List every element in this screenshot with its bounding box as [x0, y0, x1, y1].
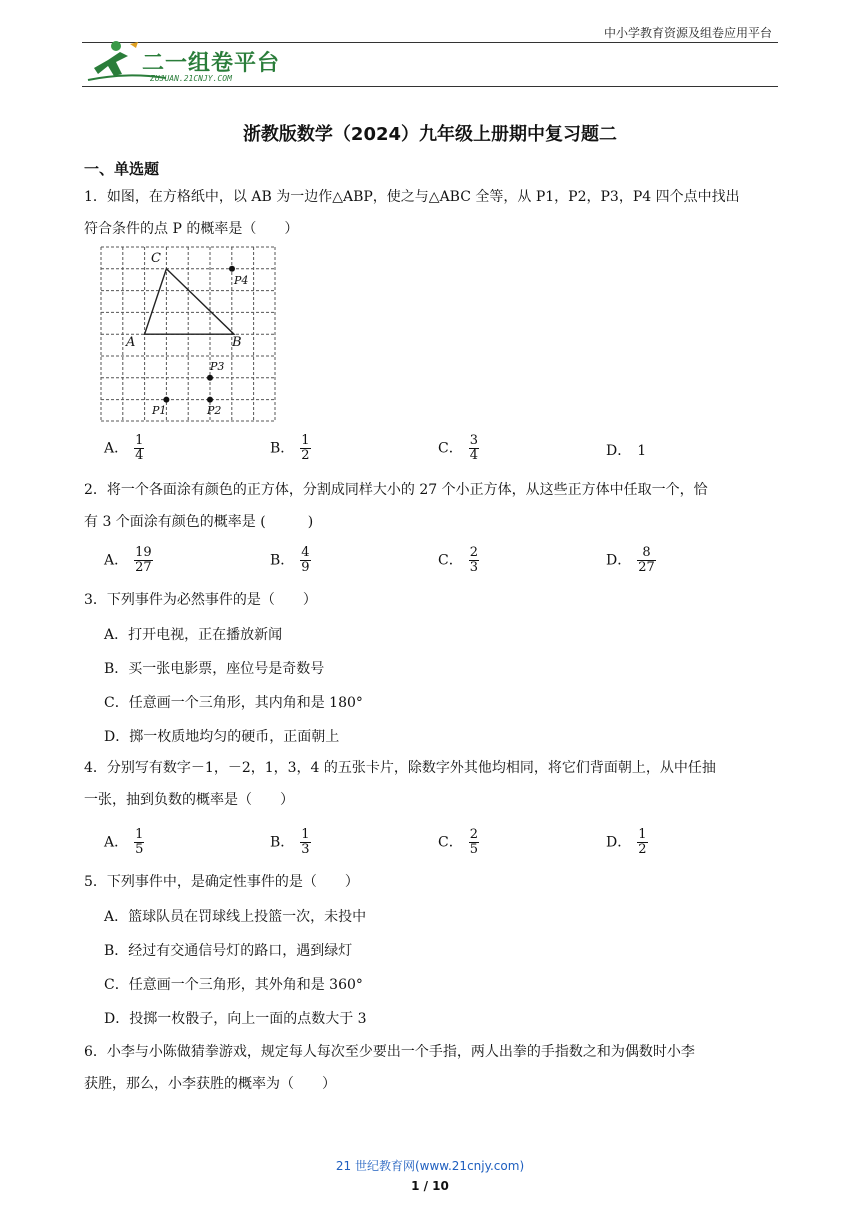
q2-option-c[interactable]: [438, 546, 479, 575]
fraction: [469, 546, 479, 575]
point-p2: [207, 397, 213, 403]
fraction: [300, 546, 310, 575]
question-4: [84, 752, 784, 816]
denominator: 27: [638, 560, 655, 575]
option-label: D．: [104, 1011, 130, 1027]
denominator: 2: [301, 448, 310, 463]
fraction: [469, 828, 479, 857]
fraction: [134, 434, 144, 463]
question-1-line-2: 符合条件的点 P 的概率是（ ）: [84, 221, 299, 237]
option-label: C．: [104, 695, 129, 711]
denominator: 3: [301, 842, 310, 857]
fraction: [637, 828, 647, 857]
fraction: [637, 546, 656, 575]
question-5: [84, 866, 784, 898]
document-title: 浙教版数学（2024）九年级上册期中复习题二: [242, 124, 618, 145]
question-text: 下列事件中，是确定性事件的是（ ）: [106, 874, 359, 890]
option-label: B．: [270, 834, 295, 851]
question-6-line-2: 获胜，那么，小李获胜的概率为（ ）: [84, 1076, 336, 1092]
q3-option-d[interactable]: [104, 720, 804, 754]
q4-option-a[interactable]: [104, 828, 144, 857]
question-number: 3．: [84, 592, 107, 608]
numerator: 2: [469, 827, 478, 842]
fraction: [134, 546, 153, 575]
denominator: 4: [469, 448, 478, 463]
question-6-line-1: [84, 1036, 784, 1068]
q1-option-c[interactable]: [438, 434, 479, 463]
footer-link[interactable]: 21 世纪教育网(www.21cnjy.com): [335, 1159, 525, 1173]
fraction: [134, 828, 144, 857]
q2-option-b[interactable]: [270, 546, 311, 575]
option-value: 打开电视，正在播放新闻: [128, 627, 283, 643]
question-2-line-2: 有 3 个面涂有颜色的概率是 ( ): [84, 514, 314, 530]
q4-option-c[interactable]: [438, 828, 479, 857]
platform-text: 中小学教育资源及组卷应用平台: [603, 26, 772, 40]
q1-option-a[interactable]: [104, 434, 144, 463]
denominator: 2: [638, 842, 647, 857]
logo-subtitle: ZUJUAN.21CNJY.COM: [150, 74, 232, 83]
fraction: [469, 434, 479, 463]
label-p2: P2: [207, 404, 222, 417]
denominator: 9: [301, 560, 310, 575]
q3-option-c[interactable]: [104, 686, 804, 720]
option-value: 任意画一个三角形，其内角和是 180°: [128, 695, 363, 711]
question-number: 5．: [84, 874, 107, 890]
label-p4: P4: [234, 274, 249, 287]
q2-option-a[interactable]: [104, 546, 153, 575]
option-label: B．: [104, 943, 129, 959]
label-p3: P3: [210, 360, 225, 373]
option-label: A．: [104, 552, 129, 569]
numerator: 19: [135, 545, 152, 560]
denominator: 5: [469, 842, 478, 857]
option-label: D．: [606, 443, 632, 459]
question-text: 下列事件为必然事件的是（ ）: [106, 592, 317, 608]
question-6: [84, 1036, 784, 1100]
question-number: 4．: [84, 760, 107, 776]
numerator: 1: [135, 433, 144, 448]
option-label: A．: [104, 909, 129, 925]
q5-option-c[interactable]: [104, 968, 804, 1002]
question-5-line-1: [84, 866, 784, 898]
denominator: 5: [135, 842, 144, 857]
option-label: D．: [606, 552, 632, 569]
q1-option-d[interactable]: [606, 440, 646, 460]
question-text: 小李与小陈做猜拳游戏，规定每人每次至少要出一个手指，两人出拳的手指数之和为偶数时小李: [106, 1044, 695, 1060]
page-number: 1 / 10: [411, 1179, 449, 1193]
question-number: 6．: [84, 1044, 107, 1060]
option-label: A．: [104, 627, 129, 643]
q4-option-d[interactable]: [606, 828, 648, 857]
point-p1: [163, 397, 169, 403]
point-p3: [207, 375, 213, 381]
q3-option-b[interactable]: [104, 652, 804, 686]
numerator: 1: [638, 827, 647, 842]
q3-option-a[interactable]: [104, 618, 804, 652]
q4-option-b[interactable]: [270, 828, 311, 857]
option-label: C．: [104, 977, 129, 993]
option-label: C．: [438, 552, 463, 569]
section-title: 一、单选题: [84, 160, 160, 178]
label-c: C: [151, 251, 161, 266]
label-p1: P1: [152, 404, 167, 417]
option-label: D．: [606, 834, 632, 851]
denominator: 3: [469, 560, 478, 575]
option-label: B．: [270, 552, 295, 569]
label-b: B: [232, 335, 242, 350]
question-1-line-1: [84, 181, 784, 213]
question-2-line-1: [84, 474, 784, 506]
option-value: 1: [637, 443, 647, 459]
numerator: 1: [135, 827, 144, 842]
option-label: C．: [438, 440, 463, 457]
question-number: 1．: [84, 189, 107, 205]
numerator: 8: [637, 546, 656, 561]
question-text: 将一个各面涂有颜色的正方体，分割成同样大小的 27 个小正方体，从这些正方体中任取一个，恰: [106, 482, 708, 498]
numerator: 4: [301, 545, 310, 560]
q5-option-a[interactable]: [104, 900, 804, 934]
option-value: 篮球队员在罚球线上投篮一次，未投中: [128, 909, 367, 925]
point-p4: [229, 266, 235, 272]
numerator: 3: [469, 433, 478, 448]
question-text: 分别写有数字－1，－2，1，3，4 的五张卡片，除数字外其他均相同，将它们背面朝上，从中任抽: [106, 760, 716, 776]
question-text: 如图，在方格纸中，以 AB 为一边作△ABP，使之与△ABC 全等，从 P1，P2，P3，P4 四个点中找出: [106, 189, 740, 205]
option-label: A．: [104, 834, 129, 851]
option-label: C．: [438, 834, 463, 851]
option-value: 掷一枚质地均匀的硬币，正面朝上: [129, 729, 340, 745]
question-1: [84, 181, 784, 245]
option-value: 投掷一枚骰子，向上一面的点数大于 3: [129, 1011, 367, 1027]
question-4-line-1: [84, 752, 784, 784]
grid-figure: [100, 246, 278, 422]
option-value: 任意画一个三角形，其外角和是 360°: [128, 977, 363, 993]
triangle-abc: [145, 269, 234, 334]
numerator: 2: [469, 545, 478, 560]
q1-option-b[interactable]: [270, 434, 311, 463]
option-label: B．: [104, 661, 129, 677]
numerator: 1: [301, 433, 310, 448]
option-label: A．: [104, 440, 129, 457]
option-value: 经过有交通信号灯的路口，遇到绿灯: [128, 943, 353, 959]
option-value: 买一张电影票，座位号是奇数号: [128, 661, 325, 677]
q2-option-d[interactable]: [606, 546, 656, 575]
fraction: [300, 828, 310, 857]
question-3-line-1: [84, 584, 784, 616]
q5-options: [104, 900, 804, 1036]
question-2: [84, 474, 784, 538]
q5-option-b[interactable]: [104, 934, 804, 968]
q3-options: [104, 618, 804, 754]
q5-option-d[interactable]: [104, 1002, 804, 1036]
denominator: 27: [135, 560, 152, 575]
logo-title: 二一组卷平台: [142, 51, 281, 76]
numerator: 1: [301, 827, 310, 842]
fraction: [300, 434, 310, 463]
label-a: A: [126, 335, 136, 350]
denominator: 4: [135, 448, 144, 463]
question-4-line-2: 一张，抽到负数的概率是（ ）: [84, 792, 294, 808]
option-label: B．: [270, 440, 295, 457]
question-3: [84, 584, 784, 616]
header-rule-bottom: [82, 86, 778, 87]
question-number: 2．: [84, 482, 107, 498]
option-label: D．: [104, 729, 130, 745]
